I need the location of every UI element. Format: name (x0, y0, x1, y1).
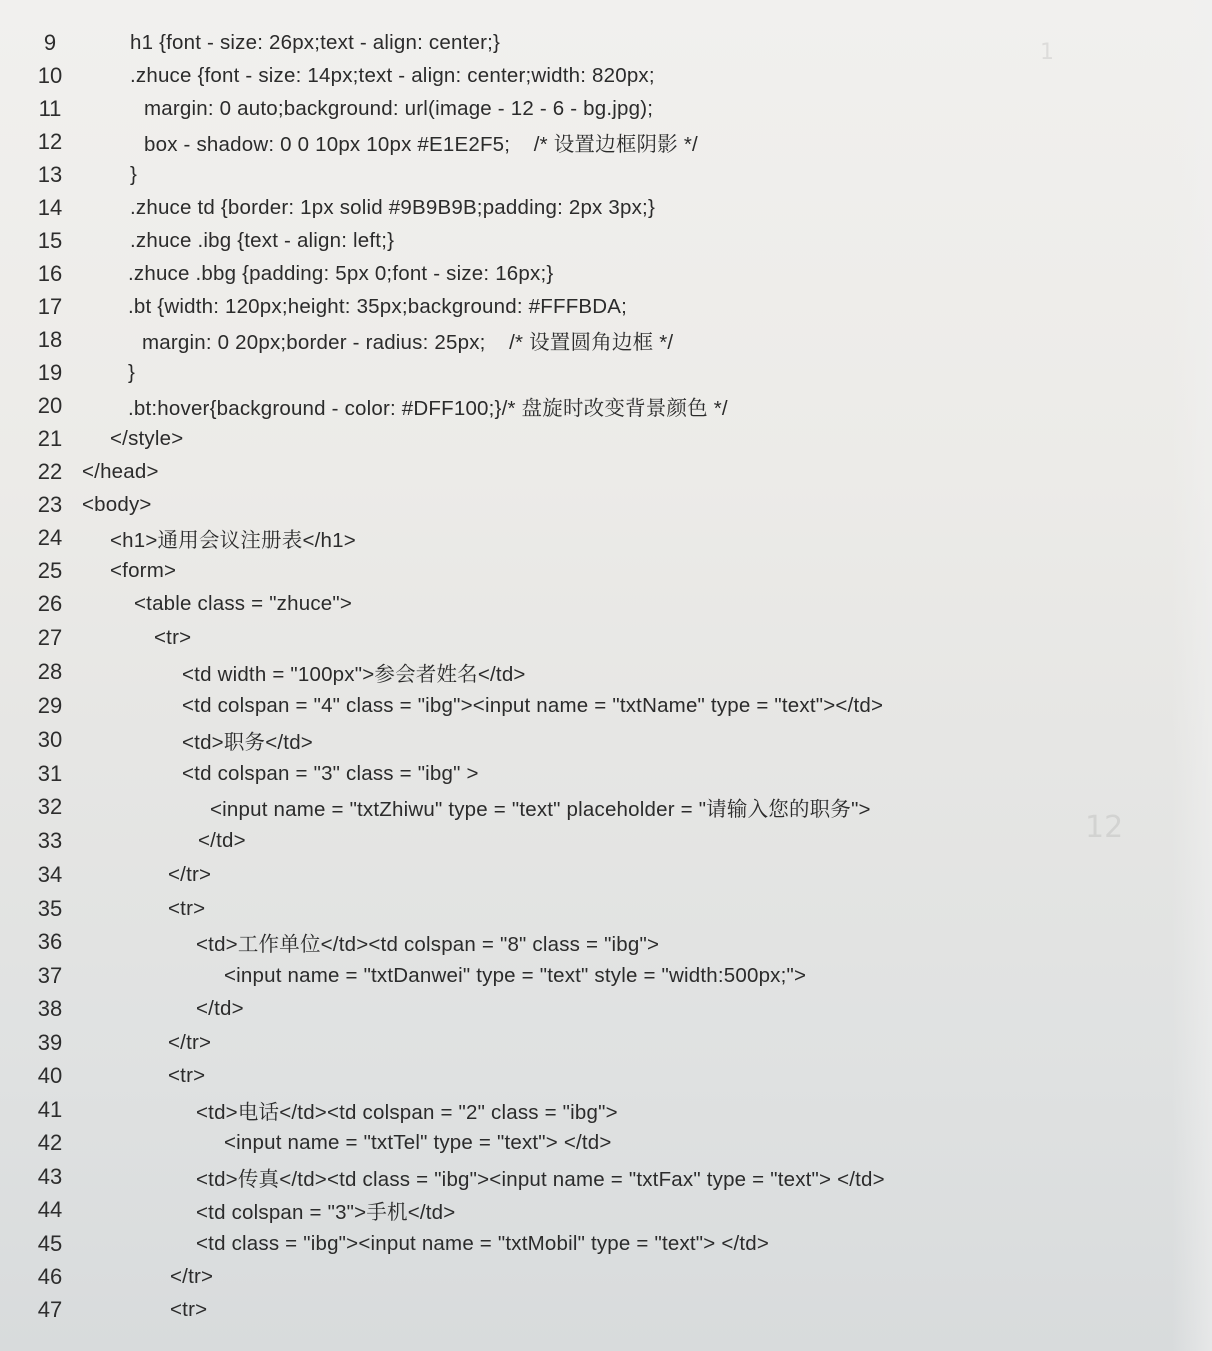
code-text: <body> (82, 492, 152, 516)
line-number: 19 (37, 359, 63, 385)
code-text: </tr> (170, 1264, 214, 1288)
code-text: </tr> (168, 1030, 212, 1054)
code-text: <input name = "txtDanwei" type = "text" style = "width:500px;"> (224, 963, 807, 987)
line-number: 13 (37, 161, 63, 187)
line-number: 28 (37, 658, 63, 684)
line-number: 37 (37, 962, 63, 988)
line-number: 20 (37, 392, 63, 418)
code-line (0, 621, 1212, 654)
code-line (0, 290, 1212, 323)
code-line (0, 554, 1212, 587)
code-text: .zhuce td {border: 1px solid #9B9B9B;padding: 2px 3px;} (130, 195, 656, 219)
line-number: 39 (37, 1029, 63, 1055)
line-number: 41 (37, 1096, 63, 1122)
code-line (0, 1193, 1212, 1226)
bleed-through-decoration: 1 (1040, 40, 1054, 65)
code-line (0, 125, 1212, 158)
code-line (0, 488, 1212, 521)
line-number: 23 (37, 491, 63, 517)
code-line (0, 356, 1212, 389)
line-number: 44 (37, 1196, 63, 1222)
page-edge-shadow (1172, 0, 1212, 1351)
code-line (0, 587, 1212, 620)
line-number: 27 (37, 624, 63, 650)
code-text: </td> (198, 828, 246, 852)
line-number: 34 (37, 861, 63, 887)
code-text: <input name = "txtZhiwu" type = "text" placeholder = "请输入您的职务"> (210, 797, 871, 821)
code-text: <td>传真</td><td class = "ibg"><input name = "txtFax" type = "text"> </td> (196, 1167, 885, 1191)
line-number: 47 (37, 1296, 63, 1322)
line-number: 32 (37, 793, 63, 819)
line-number: 40 (37, 1062, 63, 1088)
line-number: 35 (37, 895, 63, 921)
code-line (0, 655, 1212, 688)
code-line (0, 959, 1212, 992)
code-line (0, 689, 1212, 722)
code-text: <form> (110, 558, 177, 582)
line-number: 24 (37, 524, 63, 550)
code-line (0, 892, 1212, 925)
code-text: <tr> (168, 896, 206, 920)
code-line (0, 1260, 1212, 1293)
line-number: 15 (37, 227, 63, 253)
code-text: </style> (110, 426, 184, 450)
code-text: margin: 0 20px;border - radius: 25px; /* 设置圆角边框 */ (142, 330, 674, 354)
code-text: <td width = "100px">参会者姓名</td> (182, 662, 526, 686)
code-line (0, 1227, 1212, 1260)
line-number: 29 (37, 692, 63, 718)
line-number: 46 (37, 1263, 63, 1289)
code-text: <td>电话</td><td colspan = "2" class = "ibg"> (196, 1100, 618, 1124)
code-line (0, 1160, 1212, 1193)
code-text: <tr> (170, 1297, 208, 1321)
code-line (0, 455, 1212, 488)
code-line (0, 1026, 1212, 1059)
code-line (0, 224, 1212, 257)
code-text: } (130, 162, 138, 186)
code-line (0, 858, 1212, 891)
line-number: 43 (37, 1163, 63, 1189)
code-line (0, 1093, 1212, 1126)
code-line (0, 1293, 1212, 1326)
code-line (0, 1059, 1212, 1092)
code-text: </tr> (168, 862, 212, 886)
code-text: <td colspan = "3" class = "ibg" > (182, 761, 479, 785)
line-number: 36 (37, 928, 63, 954)
code-line (0, 257, 1212, 290)
line-number: 45 (37, 1230, 63, 1256)
line-number: 18 (37, 326, 63, 352)
code-line (0, 389, 1212, 422)
code-text: box - shadow: 0 0 10px 10px #E1E2F5; /* 设置边框阴影 */ (144, 132, 698, 156)
code-line (0, 59, 1212, 92)
code-line (0, 521, 1212, 554)
line-number: 16 (37, 260, 63, 286)
bleed-through-decoration: 12 (1085, 810, 1124, 845)
line-number: 11 (38, 95, 62, 121)
code-text: .bt:hover{background - color: #DFF100;}/* 盘旋时改变背景颜色 */ (128, 396, 728, 420)
code-line (0, 824, 1212, 857)
code-text: .zhuce {font - size: 14px;text - align: center;width: 820px; (130, 63, 655, 87)
line-number: 17 (37, 293, 63, 319)
code-line (0, 158, 1212, 191)
code-line (0, 757, 1212, 790)
code-line (0, 992, 1212, 1025)
line-number: 21 (37, 425, 63, 451)
code-text: margin: 0 auto;background: url(image - 12 - 6 - bg.jpg); (144, 96, 654, 120)
code-text: .bt {width: 120px;height: 35px;background: #FFFBDA; (128, 294, 628, 318)
code-text: <td>工作单位</td><td colspan = "8" class = "ibg"> (196, 932, 660, 956)
line-number: 26 (37, 590, 63, 616)
line-number: 38 (37, 995, 63, 1021)
code-line (0, 925, 1212, 958)
code-text: <input name = "txtTel" type = "text"> </td> (224, 1130, 612, 1154)
code-line (0, 92, 1212, 125)
line-number: 10 (37, 62, 63, 88)
code-text: <td colspan = "4" class = "ibg"><input name = "txtName" type = "text"></td> (182, 693, 884, 717)
line-number: 33 (37, 827, 63, 853)
code-line (0, 790, 1212, 823)
code-text: .zhuce .ibg {text - align: left;} (130, 228, 395, 252)
line-number: 22 (37, 458, 63, 484)
code-text: .zhuce .bbg {padding: 5px 0;font - size: 16px;} (128, 261, 554, 285)
line-number: 42 (37, 1129, 63, 1155)
code-line (0, 1126, 1212, 1159)
line-number: 25 (37, 557, 63, 583)
code-text: </head> (82, 459, 159, 483)
code-line (0, 422, 1212, 455)
line-number: 30 (37, 726, 63, 752)
code-text: } (128, 360, 136, 384)
code-line (0, 26, 1212, 59)
line-number: 14 (37, 194, 63, 220)
code-text: <tr> (154, 625, 192, 649)
code-text: <tr> (168, 1063, 206, 1087)
code-line (0, 323, 1212, 356)
code-line (0, 723, 1212, 756)
code-text: <td class = "ibg"><input name = "txtMobil" type = "text"> </td> (196, 1231, 770, 1255)
code-line (0, 191, 1212, 224)
line-number: 12 (37, 128, 63, 154)
code-text: <td colspan = "3">手机</td> (196, 1200, 456, 1224)
line-number: 9 (43, 29, 57, 55)
code-text: </td> (196, 996, 244, 1020)
code-text: <td>职务</td> (182, 730, 313, 754)
code-text: h1 {font - size: 26px;text - align: center;} (130, 30, 501, 54)
code-text: <h1>通用会议注册表</h1> (110, 528, 356, 552)
code-text: <table class = "zhuce"> (134, 591, 353, 615)
line-number: 31 (37, 760, 63, 786)
